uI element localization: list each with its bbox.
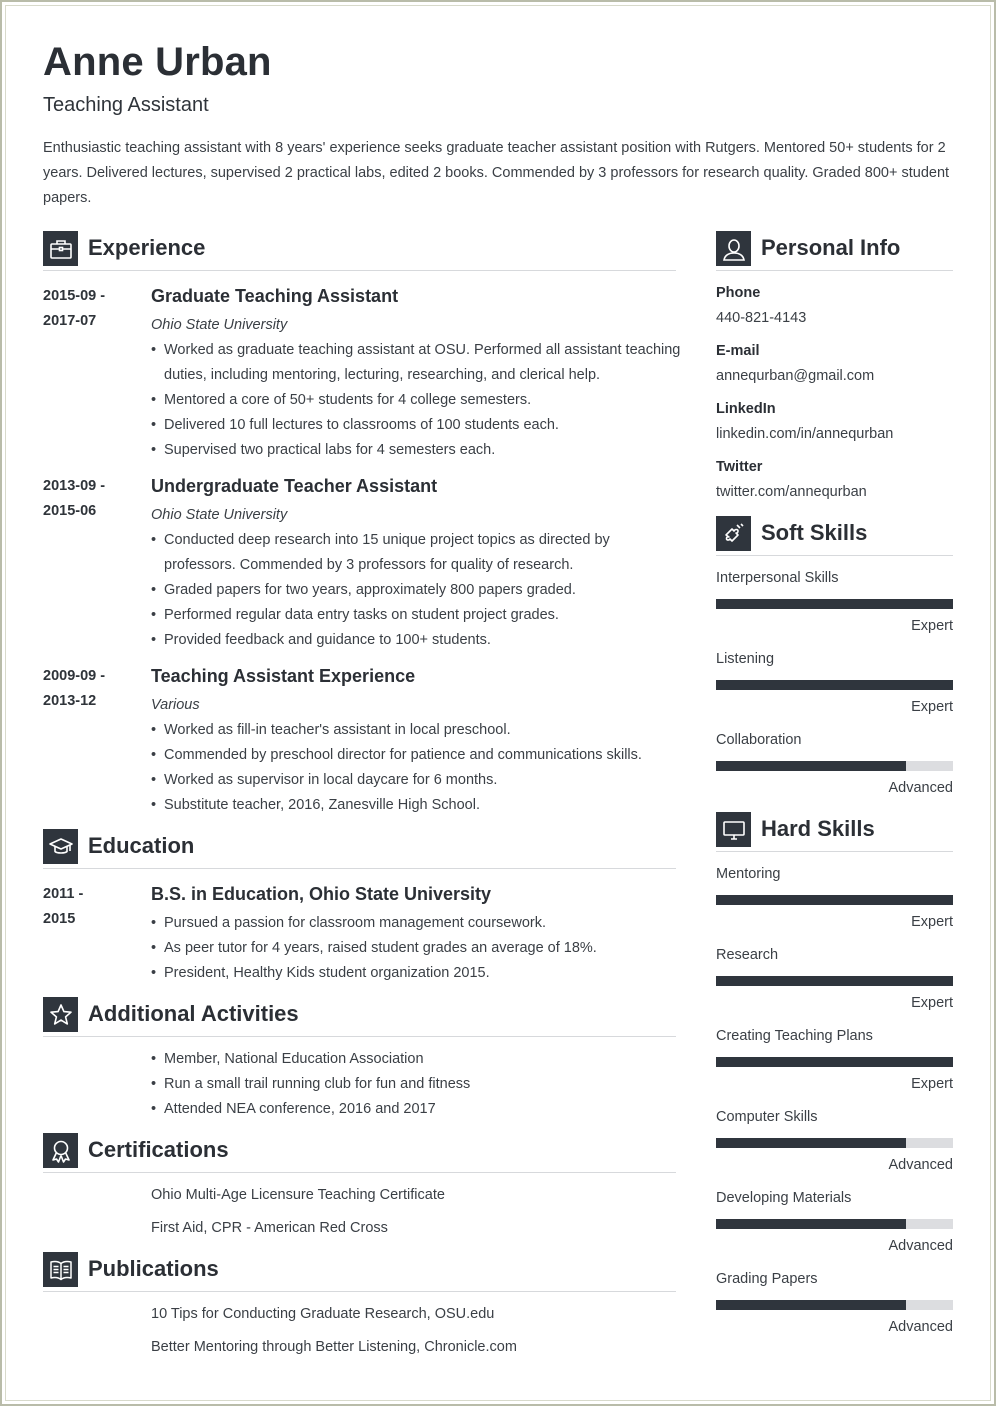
skill-bar [716, 1219, 953, 1229]
list-item: • Mentored a core of 50+ students for 4 college semesters. [151, 388, 681, 413]
candidate-name: Anne Urban [43, 40, 272, 84]
skill-bar-fill [716, 761, 906, 771]
skill-level: Advanced [888, 1238, 953, 1254]
hard-skills-heading: Hard Skills [761, 816, 875, 841]
skill-level: Expert [911, 914, 953, 930]
job-1-dates [43, 284, 143, 334]
section-divider [43, 270, 676, 271]
publication-item: Better Mentoring through Better Listening, Chronicle.com [151, 1339, 517, 1355]
job-2-org: Ohio State University [151, 507, 288, 523]
skill-name: Listening [716, 651, 775, 667]
section-divider [43, 868, 676, 869]
section-divider [716, 555, 953, 556]
skill-name: Mentoring [716, 866, 781, 882]
hard-skills-section-header [716, 812, 953, 852]
skill-bar-fill [716, 1057, 953, 1067]
twitter-label: Twitter [716, 459, 763, 475]
job-1-bullets [151, 338, 681, 463]
list-item: • Attended NEA conference, 2016 and 2017 [151, 1097, 681, 1122]
certification-item: First Aid, CPR - American Red Cross [151, 1220, 388, 1236]
job-2-title: Undergraduate Teacher Assistant [151, 476, 438, 496]
skill-level: Advanced [888, 780, 953, 796]
skill-name: Developing Materials [716, 1190, 852, 1206]
activities-bullets [151, 1047, 681, 1122]
skill-bar-fill [716, 895, 953, 905]
job-title-headline: Teaching Assistant [43, 94, 209, 116]
education-date-start: 2011 - [43, 886, 84, 902]
list-item: • Graded papers for two years, approximately 800 papers graded. [151, 578, 641, 603]
skill-name: Interpersonal Skills [716, 570, 839, 586]
section-divider [43, 1291, 676, 1292]
job-1-date-start: 2015-09 - [43, 288, 106, 304]
education-heading: Education [88, 833, 195, 858]
job-1-title: Graduate Teaching Assistant [151, 286, 399, 306]
briefcase-icon [43, 231, 78, 266]
skill-name: Creating Teaching Plans [716, 1028, 873, 1044]
skill-name: Research [716, 947, 779, 963]
soft-skills-section-header [716, 516, 953, 556]
job-2-bullets [151, 528, 641, 653]
activities-heading: Additional Activities [88, 1001, 299, 1026]
linkedin-label: LinkedIn [716, 401, 776, 417]
job-3-bullets [151, 718, 681, 818]
award-ribbon-icon [43, 1133, 78, 1168]
twitter-value[interactable]: twitter.com/annequrban [716, 484, 867, 500]
list-item: • Supervised two practical labs for 4 semesters each. [151, 438, 681, 463]
activities-section-header [43, 997, 676, 1037]
list-item: • Worked as fill-in teacher's assistant in local preschool. [151, 718, 681, 743]
experience-section-header [43, 231, 676, 271]
phone-value[interactable]: 440-821-4143 [716, 310, 807, 326]
skill-bar [716, 1057, 953, 1067]
graduation-cap-icon [43, 829, 78, 864]
skill-level: Expert [911, 618, 953, 634]
list-item: • Substitute teacher, 2016, Zanesville High School. [151, 793, 681, 818]
skill-bar [716, 1300, 953, 1310]
skill-bar-fill [716, 680, 953, 690]
job-3-date-end: 2013-12 [43, 693, 97, 709]
list-item: • Worked as graduate teaching assistant at OSU. Performed all assistant teaching duties, including mentoring, lecturing, researching, and clerical help. [151, 338, 681, 388]
skill-name: Grading Papers [716, 1271, 818, 1287]
list-item: • Run a small trail running club for fun and fitness [151, 1072, 681, 1097]
education-date-end: 2015 [43, 911, 76, 927]
certifications-heading: Certifications [88, 1137, 229, 1162]
job-3-org: Various [151, 697, 200, 713]
skill-name: Computer Skills [716, 1109, 818, 1125]
publications-heading: Publications [88, 1256, 219, 1281]
list-item: • President, Healthy Kids student organization 2015. [151, 961, 681, 986]
list-item: • Commended by preschool director for patience and communications skills. [151, 743, 681, 768]
linkedin-value[interactable]: linkedin.com/in/annequrban [716, 426, 894, 442]
list-item: • Pursued a passion for classroom management coursework. [151, 911, 681, 936]
skill-bar [716, 761, 953, 771]
skill-level: Advanced [888, 1157, 953, 1173]
phone-label: Phone [716, 285, 761, 301]
email-value[interactable]: annequrban@gmail.com [716, 368, 875, 384]
skill-bar [716, 599, 953, 609]
profile-summary: Enthusiastic teaching assistant with 8 years' experience seeks graduate teacher assistant position with Rutgers. Mentored 50+ students for 2 years. Delivered lectures, supervised 2 practical labs, edited 2 books. Commended by 3 professors for research quality. Graded 800+ student papers. [43, 140, 950, 206]
personal-info-heading: Personal Info [761, 235, 901, 260]
certification-item: Ohio Multi-Age Licensure Teaching Certificate [151, 1187, 445, 1203]
education-dates [43, 882, 143, 932]
soft-skills-heading: Soft Skills [761, 520, 868, 545]
list-item: • Delivered 10 full lectures to classrooms of 100 students each. [151, 413, 681, 438]
skill-bar [716, 976, 953, 986]
job-3-dates [43, 664, 143, 714]
publications-section-header [43, 1252, 676, 1292]
experience-heading: Experience [88, 235, 206, 260]
list-item: • Member, National Education Association [151, 1047, 681, 1072]
skill-bar [716, 895, 953, 905]
section-divider [43, 1172, 676, 1173]
skill-bar [716, 1138, 953, 1148]
certifications-section-header [43, 1133, 676, 1173]
skill-bar [716, 680, 953, 690]
star-icon [43, 997, 78, 1032]
list-item: • Performed regular data entry tasks on student project grades. [151, 603, 641, 628]
education-section-header [43, 829, 676, 869]
monitor-icon [716, 812, 751, 847]
job-3-title: Teaching Assistant Experience [151, 666, 416, 686]
skill-name: Collaboration [716, 732, 802, 748]
puzzle-icon [716, 516, 751, 551]
section-divider [43, 1036, 676, 1037]
skill-bar-fill [716, 976, 953, 986]
job-2-dates [43, 474, 143, 524]
skill-bar-fill [716, 1138, 906, 1148]
skill-bar-fill [716, 599, 953, 609]
skill-level: Expert [911, 1076, 953, 1092]
education-bullets [151, 911, 681, 986]
list-item: • Conducted deep research into 15 unique project topics as directed by professors. Commended by 3 professors for quality of research. [151, 528, 641, 578]
section-divider [716, 270, 953, 271]
skill-bar-fill [716, 1300, 906, 1310]
job-3-date-start: 2009-09 - [43, 668, 106, 684]
skill-level: Expert [911, 995, 953, 1011]
section-divider [716, 851, 953, 852]
email-label: E-mail [716, 343, 760, 359]
skill-level: Expert [911, 699, 953, 715]
personal-info-section-header [716, 231, 953, 271]
book-icon [43, 1252, 78, 1287]
job-1-date-end: 2017-07 [43, 313, 97, 329]
list-item: • Provided feedback and guidance to 100+ students. [151, 628, 641, 653]
job-2-date-end: 2015-06 [43, 503, 97, 519]
skill-bar-fill [716, 1219, 906, 1229]
job-2-date-start: 2013-09 - [43, 478, 106, 494]
list-item: • As peer tutor for 4 years, raised student grades an average of 18%. [151, 936, 681, 961]
skill-level: Advanced [888, 1319, 953, 1335]
list-item: • Worked as supervisor in local daycare for 6 months. [151, 768, 681, 793]
publication-item: 10 Tips for Conducting Graduate Research, OSU.edu [151, 1306, 495, 1322]
job-1-org: Ohio State University [151, 317, 288, 333]
education-degree: B.S. in Education, Ohio State University [151, 884, 492, 904]
user-icon [716, 231, 751, 266]
